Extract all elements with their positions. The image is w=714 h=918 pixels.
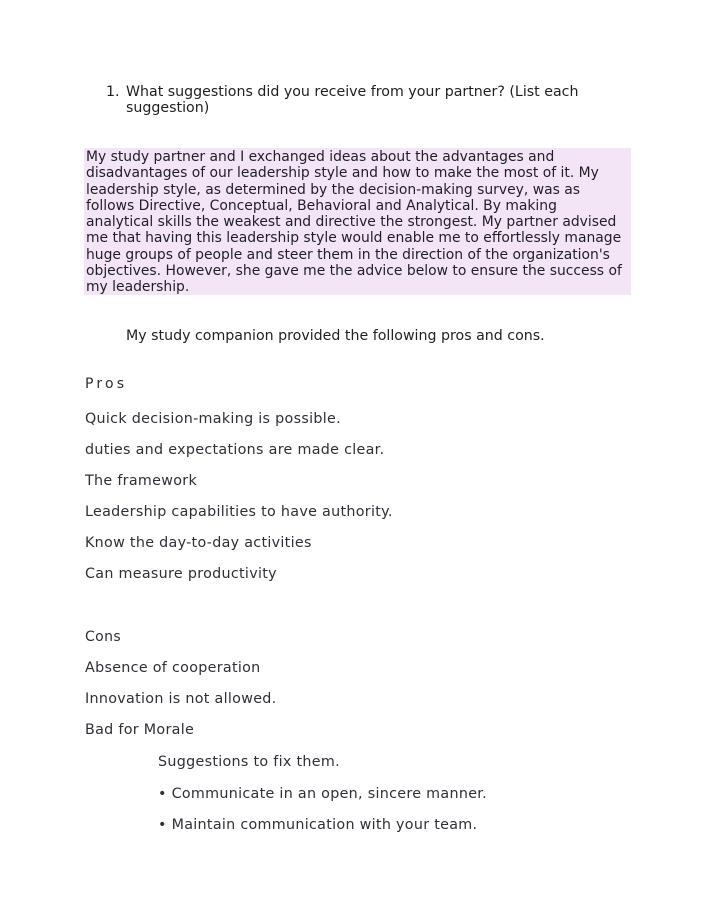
- question-text: What suggestions did you receive from your partner? (List each suggestion): [126, 84, 579, 116]
- cons-heading: Cons: [85, 629, 122, 645]
- question-number: 1.: [106, 84, 120, 100]
- pros-item: Can measure productivity: [85, 566, 277, 582]
- cons-item: Innovation is not allowed.: [85, 691, 277, 707]
- pros-heading: Pros: [85, 376, 128, 392]
- cons-item: Absence of cooperation: [85, 660, 261, 676]
- pros-item: Know the day-to-day activities: [85, 535, 312, 551]
- pros-item: duties and expectations are made clear.: [85, 442, 385, 458]
- pros-item: The framework: [85, 473, 198, 489]
- cons-item: Bad for Morale: [85, 722, 195, 738]
- pros-item: Quick decision-making is possible.: [85, 411, 341, 427]
- suggestions-heading: Suggestions to fix them.: [158, 754, 340, 770]
- suggestion-item: • Maintain communication with your team.: [158, 817, 478, 833]
- intro-sentence: My study companion provided the following pros and cons.: [126, 328, 545, 344]
- suggestion-item: • Communicate in an open, sincere manner.: [158, 786, 487, 802]
- question-item: [106, 84, 606, 116]
- pros-item: Leadership capabilities to have authority.: [85, 504, 393, 520]
- highlighted-answer-paragraph: My study partner and I exchanged ideas about the advantages and disadvantages of our leadership style and how to make the most of it. My leadership style, as determined by the decision-making survey, was as follows Directive, Conceptual, Behavioral and Analytical. By making analytical skills the weakest and directive the strongest. My partner advised me that having this leadership style would enable me to effortlessly manage huge groups of people and steer them in the direction of the organization's objectives. However, she gave me the advice below to ensure the success of my leadership.: [84, 148, 631, 295]
